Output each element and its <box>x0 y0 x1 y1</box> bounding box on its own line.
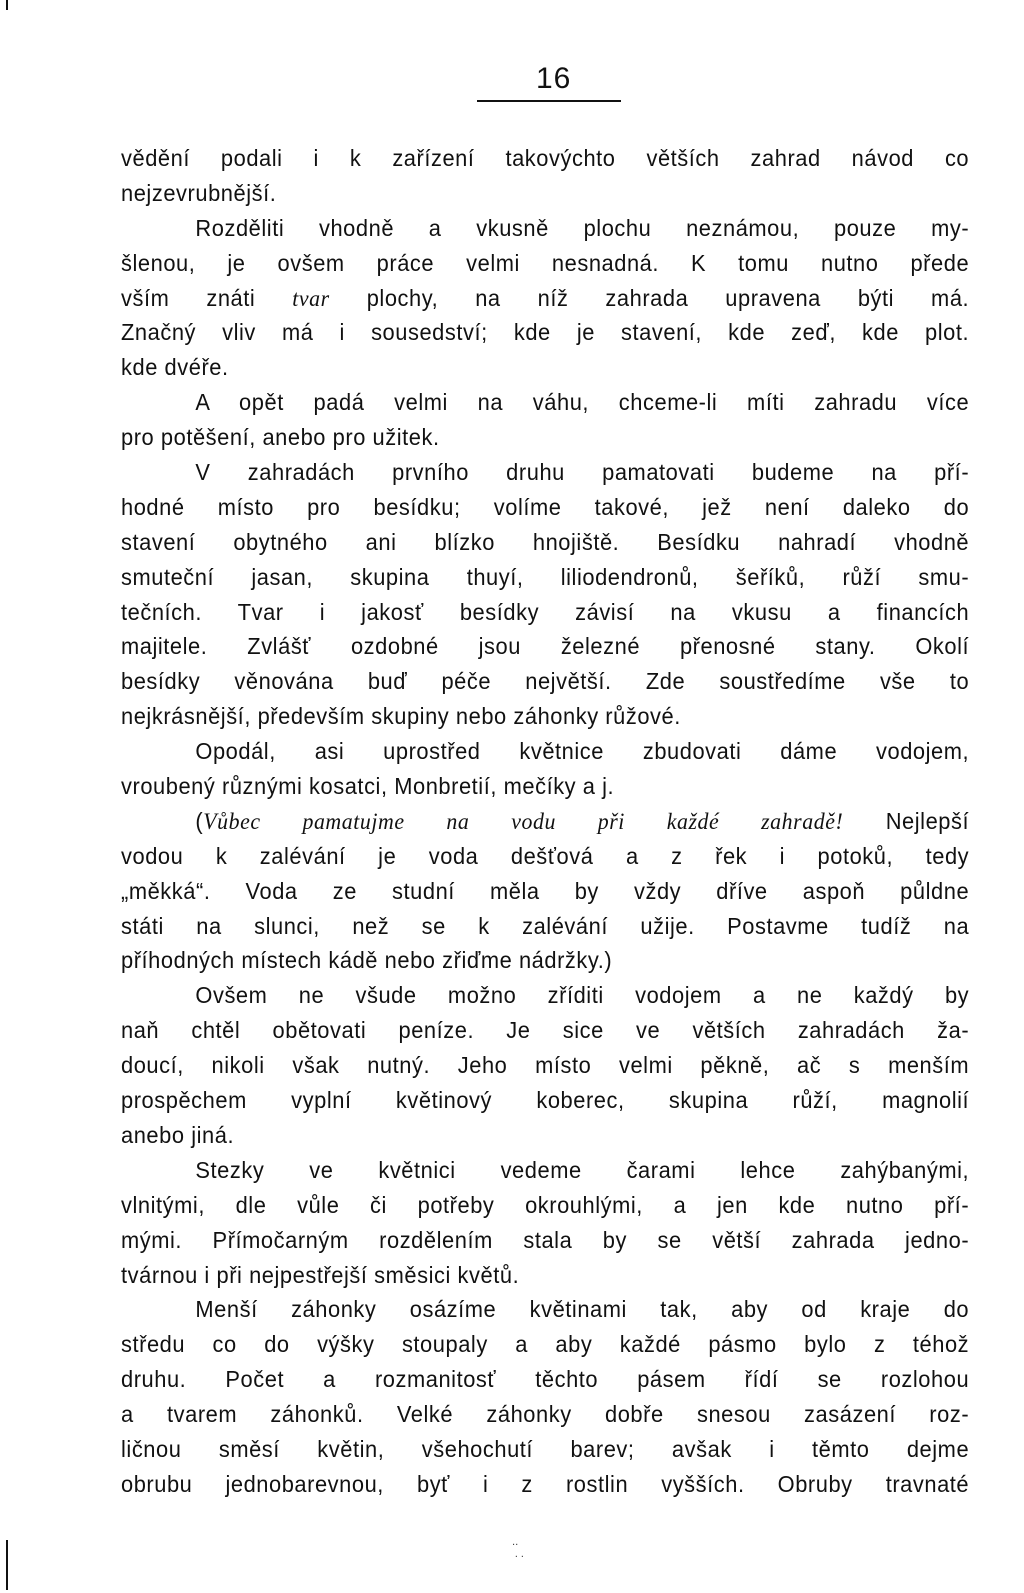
text-line <box>121 281 969 316</box>
text-segment: Opodál, asi uprostřed květnice zbudovati dáme vodojem, <box>195 738 970 765</box>
text-segment: V zahradách prvního druhu pamatovati budeme na pří- <box>195 459 970 486</box>
header-rule <box>477 100 621 102</box>
text-segment: majitele. Zvlášť ozdobné jsou železné přenosné stany. Okolí <box>121 633 970 660</box>
text-segment: plochy, na níž zahrada upravena býti má. <box>329 284 970 311</box>
text-segment: šlenou, je ovšem práce velmi nesnadná. K tomu nutno přede <box>121 249 970 276</box>
text-line <box>121 1397 969 1432</box>
text-segment: mými. Přímočarným rozdělením stala by se větší zahrada jedno- <box>121 1226 970 1253</box>
text-line <box>121 909 969 944</box>
text-line <box>121 1048 969 1083</box>
text-segment: tvárnou i při nejpestřejší směsici květů. <box>121 1261 520 1288</box>
body-text <box>121 141 969 1502</box>
text-segment: Menší záhonky osázíme květinami tak, aby od kraje do <box>195 1296 970 1323</box>
text-segment: vším znáti <box>121 284 293 311</box>
text-line <box>121 560 969 595</box>
text-line <box>121 1292 969 1327</box>
italic-emphasis: tvar <box>292 285 330 312</box>
text-line <box>121 1327 969 1362</box>
text-segment: vlnitými, dle vůle či potřeby okrouhlými, a jen kde nutno pří- <box>121 1191 970 1218</box>
text-segment: Stezky ve květnici vedeme čarami lehce zahýbanými, <box>195 1156 970 1183</box>
text-line <box>121 420 910 455</box>
text-line <box>121 629 969 664</box>
text-line <box>121 1432 969 1467</box>
text-line <box>121 978 969 1013</box>
text-segment: Značný vliv má i sousedství; kde je stavení, kde zeď, kde plot. <box>121 319 970 346</box>
text-segment: doucí, nikoli však nutný. Jeho místo velmi pěkně, ač s menším <box>121 1052 970 1079</box>
text-line <box>121 1188 969 1223</box>
text-line <box>121 804 969 839</box>
text-segment: vroubený různými kosatci, Monbretií, mečíky a j. <box>121 773 615 800</box>
text-line <box>121 385 969 420</box>
text-line <box>121 699 910 734</box>
text-segment: tečních. Tvar i jakosť besídky závisí na vkusu a financích <box>121 598 970 625</box>
text-segment: smuteční jasan, skupina thuyí, liliodendronů, šeříků, růží smu- <box>121 563 970 590</box>
text-segment: ličnou směsí květin, všehochutí barev; avšak i těmto dejme <box>121 1435 970 1462</box>
text-line <box>121 1013 969 1048</box>
text-segment: „měkká“. Voda ze studní měla by vždy dříve aspoň půldne <box>121 877 970 904</box>
text-line <box>121 1118 910 1153</box>
italic-emphasis: Vůbec pamatujme na vodu při každé zahradě! <box>203 808 844 835</box>
text-segment: besídky věnována buď péče největší. Zde soustředíme vše to <box>121 668 970 695</box>
text-line <box>121 874 969 909</box>
text-line <box>121 455 969 490</box>
text-segment: Ovšem ne všude možno zříditi vodojem a ne každý by <box>195 982 970 1009</box>
text-segment: obrubu jednobarevnou, byť i z rostlin vyšších. Obruby travnaté <box>121 1470 970 1497</box>
text-line <box>121 769 910 804</box>
text-segment: hodné místo pro besídku; volíme takové, jež není daleko do <box>121 493 970 520</box>
text-segment: nejzevrubnější. <box>121 179 277 206</box>
text-line <box>121 595 969 630</box>
text-line <box>121 490 969 525</box>
text-line <box>121 943 910 978</box>
text-line <box>121 839 969 874</box>
text-line <box>121 176 910 211</box>
text-segment: státi na slunci, než se k zalévání užije. Postavme tudíž na <box>121 912 970 939</box>
text-line <box>121 246 969 281</box>
text-segment: vědění podali i k zařízení takovýchto větších zahrad návod co <box>121 145 970 171</box>
scan-edge-mark <box>6 0 8 10</box>
text-line <box>121 350 910 385</box>
scan-speck: ‧‧ ‧ ‧ <box>512 1540 524 1563</box>
text-segment: příhodných místech kádě nebo zřiďme nádržky.) <box>121 947 613 974</box>
text-segment: druhu. Počet a rozmanitosť těchto pásem řídí se rozlohou <box>121 1366 970 1393</box>
text-segment: kde dvéře. <box>121 354 229 381</box>
text-segment: pro potěšení, anebo pro užitek. <box>121 424 440 451</box>
text-line <box>121 211 969 246</box>
text-line <box>121 1083 969 1118</box>
text-segment: vodou k zalévání je voda dešťová a z řek i potoků, tedy <box>121 842 970 869</box>
text-segment: a tvarem záhonků. Velké záhonky dobře snesou zasázení roz- <box>121 1401 970 1428</box>
text-segment: ( <box>195 807 204 834</box>
text-line <box>121 1223 969 1258</box>
text-segment: A opět padá velmi na váhu, chceme-li míti zahradu více <box>195 389 970 416</box>
text-segment: anebo jiná. <box>121 1121 235 1148</box>
text-segment: prospěchem vyplní květinový koberec, skupina růží, magnolií <box>121 1087 970 1114</box>
text-line <box>121 734 969 769</box>
text-segment: naň chtěl obětovati peníze. Je sice ve větších zahradách ža- <box>121 1017 970 1044</box>
text-line <box>121 1362 969 1397</box>
text-line <box>121 1258 910 1293</box>
scan-edge-mark <box>6 1540 8 1590</box>
text-line <box>121 141 969 176</box>
text-segment: nejkrásnější, především skupiny nebo záhonky růžové. <box>121 703 681 730</box>
text-line <box>121 1467 969 1502</box>
text-segment: Nejlepší <box>843 807 970 834</box>
text-line <box>121 525 969 560</box>
text-segment: Rozděliti vhodně a vkusně plochu neznámou, pouze my- <box>195 214 970 241</box>
text-segment: středu co do výšky stoupaly a aby každé pásmo bylo z téhož <box>121 1331 970 1358</box>
text-line <box>121 315 969 350</box>
page-number: 16 <box>536 62 572 95</box>
text-segment: stavení obytného ani blízko hnojiště. Besídku nahradí vhodně <box>121 528 970 555</box>
text-line <box>121 1153 969 1188</box>
text-line <box>121 664 969 699</box>
